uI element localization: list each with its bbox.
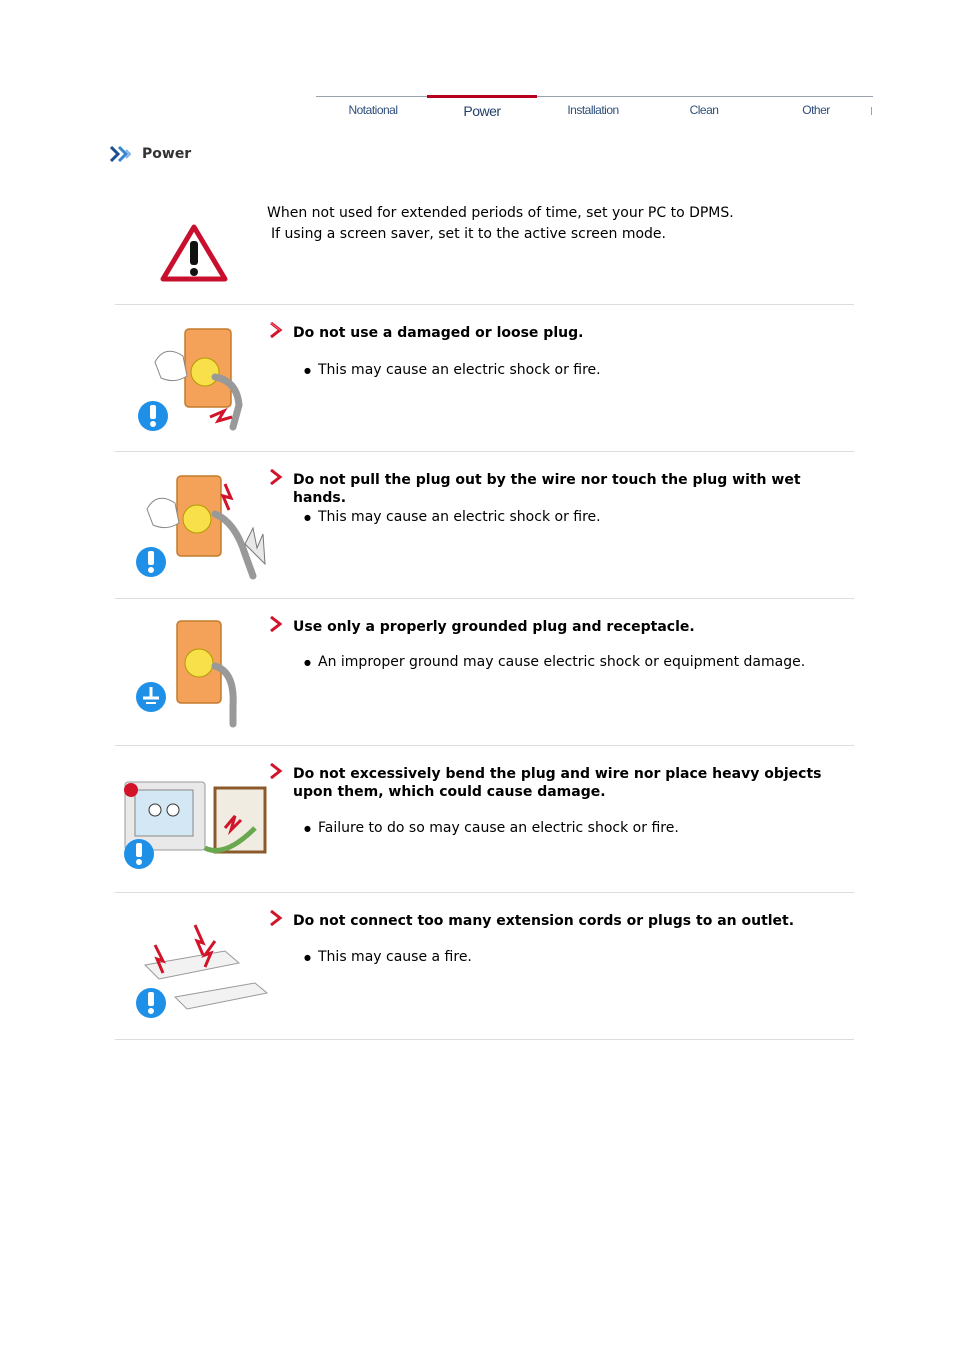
section-heading [110, 145, 191, 163]
double-chevron-icon [110, 146, 132, 162]
section-title: Power [142, 146, 192, 162]
item-title: Use only a properly grounded plug and receptacle. [293, 619, 695, 635]
warning-triangle-icon [159, 223, 229, 283]
divider [115, 1039, 854, 1040]
tab-other[interactable]: Other [802, 103, 830, 117]
item-title: Do not connect too many extension cords or plugs to an outlet. [293, 913, 795, 929]
damaged-plug-illustration [115, 317, 270, 437]
item-title: Do not use a damaged or loose plug. [293, 325, 584, 341]
item-bullet: ● An improper ground may cause electric shock or equipment damage. [318, 653, 805, 671]
intro-text [267, 203, 734, 245]
red-chevron-icon [269, 322, 283, 338]
caution-item-extension-cords [115, 893, 854, 1039]
caution-item-damaged-plug [115, 305, 854, 451]
item-bullet: ● Failure to do so may cause an electric shock or fire. [318, 819, 679, 837]
intro-line-2: If using a screen saver, set it to the active screen mode. [271, 226, 666, 242]
caution-item-bend-wire [115, 746, 854, 892]
tab-clean[interactable]: Clean [689, 103, 719, 117]
grounded-plug-illustration [115, 611, 270, 731]
intro-line-1: When not used for extended periods of time, set your PC to DPMS. [267, 205, 734, 221]
caution-item-wet-hands [115, 452, 854, 598]
extension-cords-illustration [115, 905, 270, 1025]
wet-hands-plug-illustration [115, 464, 270, 584]
item-bullet: ● This may cause an electric shock or fire. [318, 361, 601, 379]
tab-bar-end-divider [871, 107, 872, 115]
item-bullet: ● This may cause an electric shock or fire. [318, 508, 601, 526]
bent-wire-monitor-illustration [115, 758, 270, 878]
tab-notational[interactable]: Notational [348, 103, 398, 117]
item-title: Do not excessively bend the plug and wire nor place heavy objects upon them, which could cause damage. [293, 766, 822, 800]
tab-installation[interactable]: Installation [567, 103, 619, 117]
item-title: Do not pull the plug out by the wire nor touch the plug with wet hands. [293, 472, 801, 506]
caution-item-grounded-plug [115, 599, 854, 745]
tab-power[interactable]: Power [427, 95, 537, 124]
red-chevron-icon [269, 469, 283, 485]
item-bullet: ● This may cause a fire. [318, 948, 472, 966]
red-chevron-icon [269, 763, 283, 779]
tab-bar [316, 96, 873, 123]
red-chevron-icon [269, 616, 283, 632]
red-chevron-icon [269, 910, 283, 926]
